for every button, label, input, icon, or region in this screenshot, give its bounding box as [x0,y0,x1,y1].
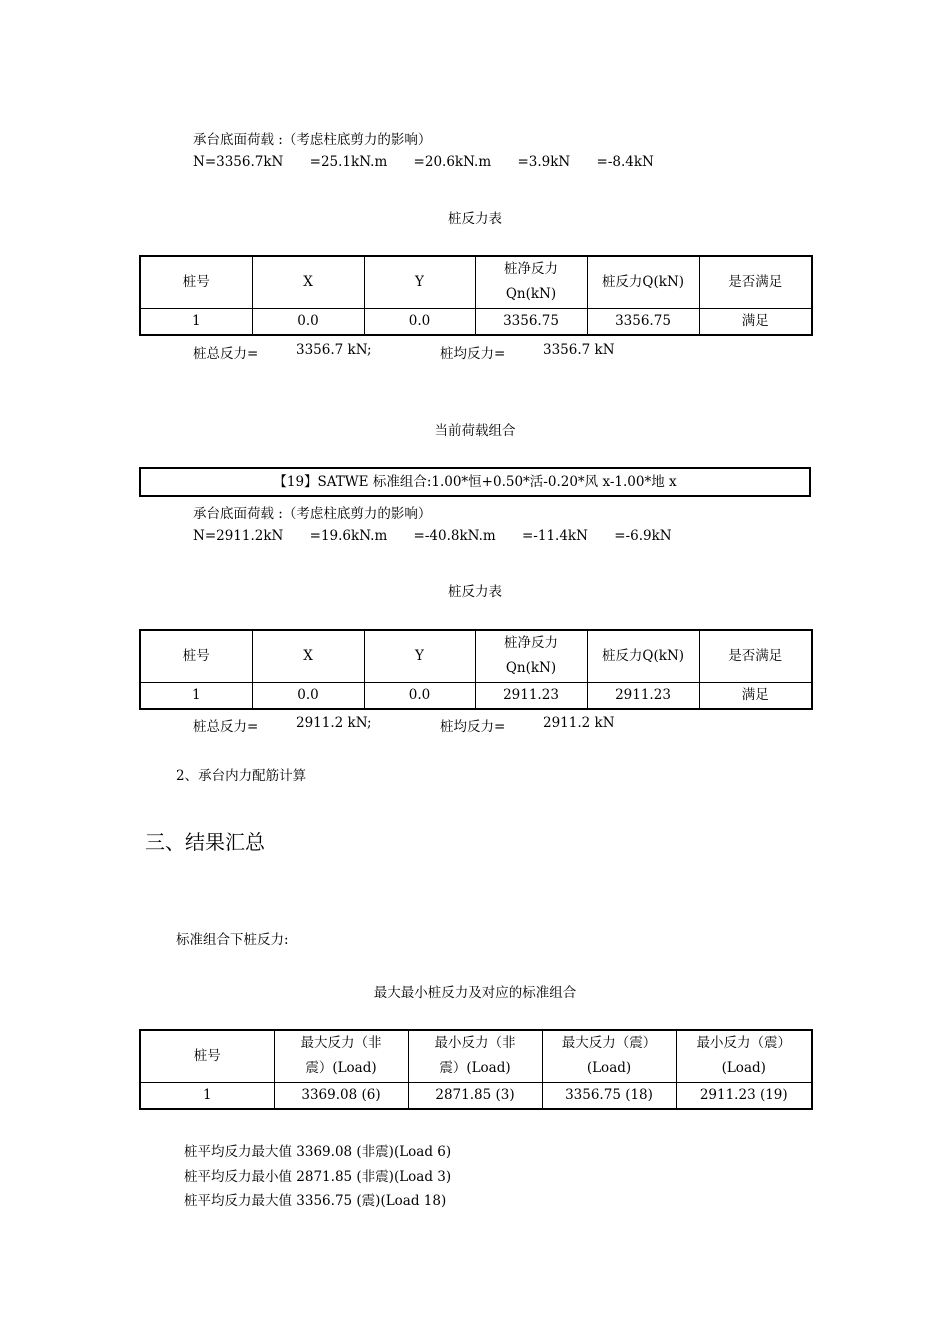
table-cell: 1 [140,308,252,335]
load-title-1: 承台底面荷载 :（考虑柱底剪力的影响） [193,132,432,148]
avg-value-1: 3356.7 kN [543,342,615,358]
header-line: 桩净反力 [504,635,558,652]
header-cell: 是否满足 [699,256,812,308]
load-value: =-8.4kN [596,154,654,170]
header-line: 最小反力（震） [696,1035,791,1052]
summary-table [139,1029,813,1110]
table-row [140,308,812,335]
note-line: 桩平均反力最大值 3356.75 (震)(Load 18) [184,1193,447,1209]
table-header-row [140,1030,812,1082]
load-value: =19.6kN.m [309,528,388,544]
header-cell: 桩反力Q(kN) [587,256,699,308]
header-cell: Y [364,256,475,308]
header-cell [475,630,587,682]
total-value-1: 3356.7 kN; [296,342,372,358]
table-cell: 3356.75 [475,308,587,335]
table-cell: 满足 [699,682,812,709]
table-title-2: 桩反力表 [448,584,502,600]
pile-reaction-table-2 [139,629,813,710]
section-3-heading: 三、结果汇总 [145,830,265,854]
header-cell [676,1030,812,1082]
combo-box: 【19】SATWE 标准组合:1.00*恒+0.50*活-0.20*风 x-1.00*地 x [139,467,811,497]
note-line: 桩平均反力最大值 3369.08 (非震)(Load 6) [184,1144,452,1160]
header-line: 最大反力（震） [561,1035,657,1052]
header-cell [408,1030,542,1082]
note-line: 桩平均反力最小值 2871.85 (非震)(Load 3) [184,1169,452,1185]
header-line: 桩净反力 [504,261,558,278]
total-label-2: 桩总反力= [193,719,259,735]
avg-label-2: 桩均反力= [440,719,506,735]
total-value-2: 2911.2 kN; [296,715,372,731]
load-value: =20.6kN.m [413,154,492,170]
table-row [140,682,812,709]
item-2-heading: 2、承台内力配筋计算 [176,768,307,784]
table-cell: 3356.75 [587,308,699,335]
header-line: (Load) [721,1060,766,1077]
header-cell: X [252,630,364,682]
header-cell: 桩反力Q(kN) [587,630,699,682]
table-title-1: 桩反力表 [448,211,502,227]
table-cell: 满足 [699,308,812,335]
table-cell: 0.0 [364,682,475,709]
load-values-1 [193,154,676,170]
table-cell: 3356.75 (18) [542,1082,676,1109]
load-value: N=3356.7kN [193,154,284,170]
avg-value-2: 2911.2 kN [543,715,615,731]
table-cell: 3369.08 (6) [274,1082,408,1109]
table-cell: 2911.23 (19) [676,1082,812,1109]
header-line: 震）(Load) [439,1060,511,1077]
summary-title: 最大最小桩反力及对应的标准组合 [373,985,577,1001]
load-value: =-40.8kN.m [413,528,496,544]
load-value: =25.1kN.m [309,154,388,170]
table-header-row [140,256,812,308]
avg-label-1: 桩均反力= [440,346,506,362]
table-cell: 1 [140,682,252,709]
load-title-2: 承台底面荷载 :（考虑柱底剪力的影响） [193,506,432,522]
table-cell: 0.0 [252,682,364,709]
table-cell: 2911.23 [587,682,699,709]
load-value: =3.9kN [517,154,571,170]
header-line: Qn(kN) [505,660,557,677]
std-combo-label: 标准组合下桩反力: [176,932,289,948]
table-row [140,1082,812,1109]
total-label-1: 桩总反力= [193,346,259,362]
combo-title: 当前荷载组合 [434,423,516,439]
load-value: =-6.9kN [614,528,672,544]
pile-reaction-table-1 [139,255,813,336]
header-cell [542,1030,676,1082]
header-cell [475,256,587,308]
header-cell: 桩号 [140,1030,274,1082]
header-line: Qn(kN) [505,286,557,303]
header-line: 最小反力（非 [434,1035,516,1052]
header-cell [274,1030,408,1082]
table-cell: 1 [140,1082,274,1109]
header-line: 最大反力（非 [300,1035,382,1052]
table-cell: 2911.23 [475,682,587,709]
header-cell: Y [364,630,475,682]
header-cell: 桩号 [140,256,252,308]
load-value: N=2911.2kN [193,528,284,544]
table-header-row [140,630,812,682]
header-cell: 是否满足 [699,630,812,682]
header-line: (Load) [586,1060,632,1077]
table-cell: 0.0 [252,308,364,335]
header-cell: X [252,256,364,308]
load-values-2 [193,528,694,544]
header-line: 震）(Load) [305,1060,377,1077]
table-cell: 2871.85 (3) [408,1082,542,1109]
header-cell: 桩号 [140,630,252,682]
load-value: =-11.4kN [522,528,588,544]
table-cell: 0.0 [364,308,475,335]
